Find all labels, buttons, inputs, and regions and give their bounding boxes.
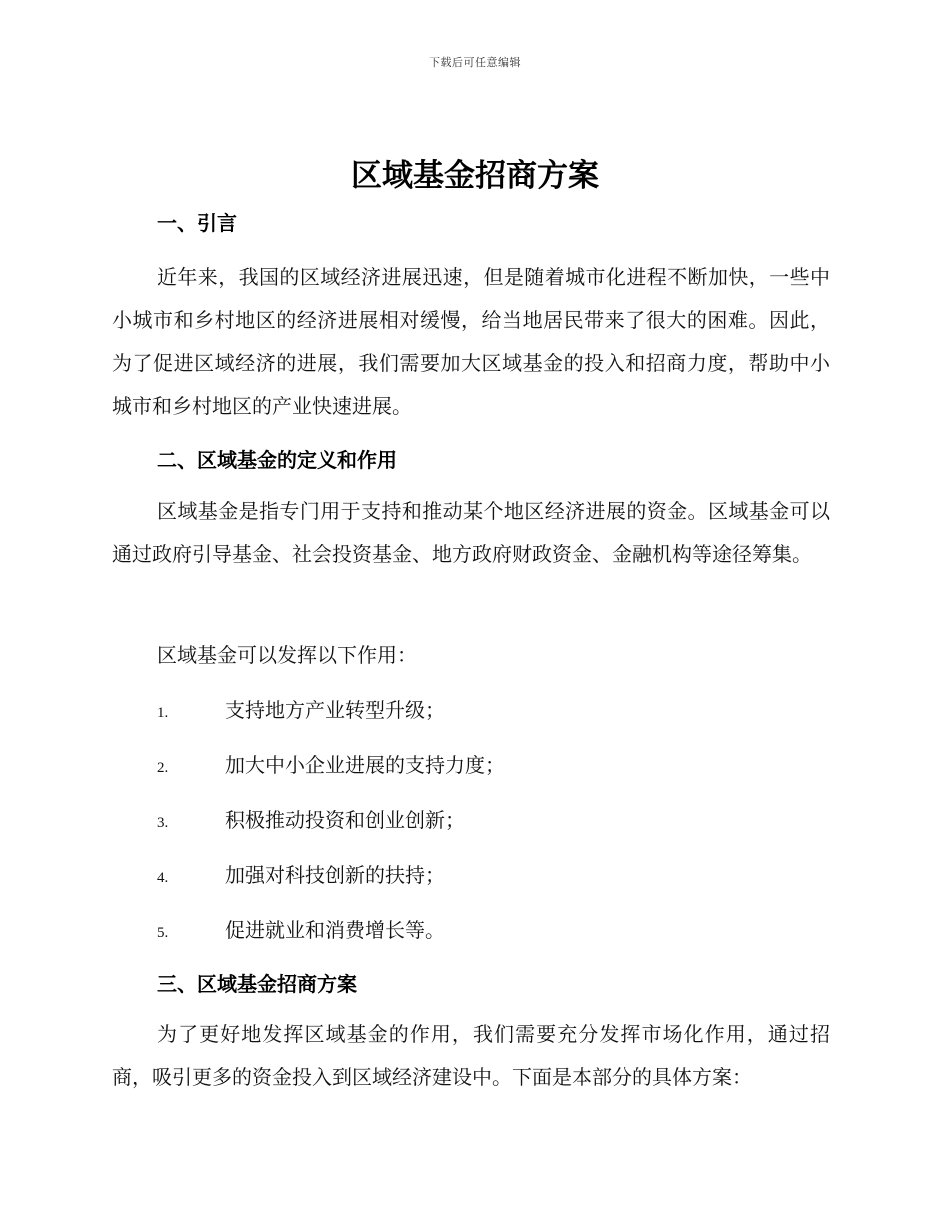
- list-text: 加强对科技创新的扶持；: [225, 863, 445, 887]
- list-text: 积极推动投资和创业创新；: [225, 808, 465, 832]
- list-number: 4.: [157, 870, 169, 886]
- list-item: [157, 804, 465, 833]
- list-intro: 区域基金可以发挥以下作用：: [157, 643, 417, 667]
- list-text: 加大中小企业进展的支持力度；: [225, 753, 505, 777]
- list-number: 2.: [157, 760, 169, 776]
- section-heading-definition: 二、区域基金的定义和作用: [157, 448, 397, 472]
- list-item: [157, 859, 445, 888]
- list-item: [157, 749, 505, 778]
- header-note: 下载后可任意编辑: [429, 56, 521, 69]
- list-text: 支持地方产业转型升级；: [225, 698, 445, 722]
- list-text: 促进就业和消费增长等。: [225, 918, 445, 942]
- section-paragraph-plan: 为了更好地发挥区域基金的作用，我们需要充分发挥市场化作用，通过招商，吸引更多的资金投入到区域经济建设中。下面是本部分的具体方案：: [112, 1022, 830, 1089]
- section-heading-plan: 三、区域基金招商方案: [157, 972, 357, 996]
- list-item: [157, 914, 445, 943]
- list-number: 5.: [157, 925, 169, 941]
- list-number: 1.: [157, 705, 169, 721]
- section-heading-intro: 一、引言: [157, 211, 237, 235]
- section-paragraph-intro: 近年来，我国的区域经济进展迅速，但是随着城市化进程不断加快，一些中小城市和乡村地区的经济进展相对缓慢，给当地居民带来了很大的困难。因此，为了促进区域经济的进展，我们需要加大区域基金的投入和招商力度，帮助中小城市和乡村地区的产业快速进展。: [112, 265, 830, 418]
- section-paragraph-definition: 区域基金是指专门用于支持和推动某个地区经济进展的资金。区域基金可以通过政府引导基金、社会投资基金、地方政府财政资金、金融机构等途径筹集。: [112, 499, 830, 566]
- list-item: [157, 694, 445, 723]
- document-title: 区域基金招商方案: [351, 158, 599, 194]
- list-number: 3.: [157, 815, 169, 831]
